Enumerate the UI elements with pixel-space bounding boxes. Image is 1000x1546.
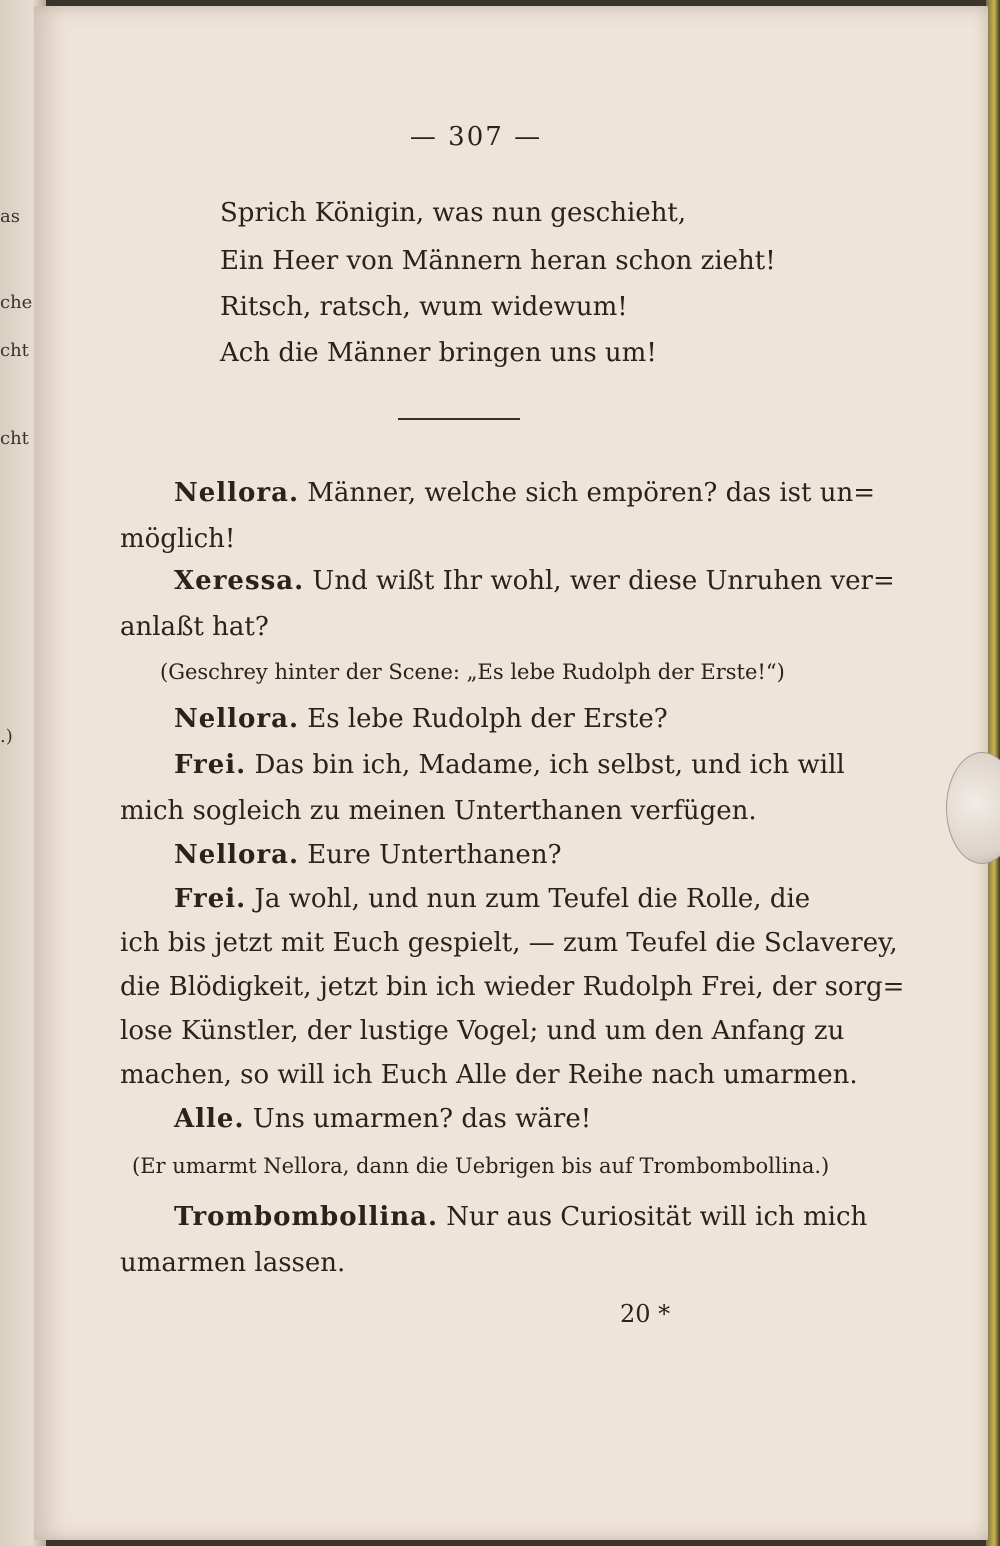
speaker-name: Nellora. <box>174 840 299 870</box>
dialogue-line <box>174 478 875 508</box>
prev-page-fragment: cht <box>0 428 29 449</box>
speaker-name: Nellora. <box>174 478 299 508</box>
dialogue-text: Eure Unterthanen? <box>307 840 562 870</box>
prev-page-fragment: .) <box>0 726 13 747</box>
dialogue-continuation: ich bis jetzt mit Euch gespielt, — zum Teufel die Sclaverey, <box>120 928 898 958</box>
dialogue-continuation: umarmen lassen. <box>120 1248 346 1278</box>
dialogue-continuation: mich sogleich zu meinen Unterthanen verfügen. <box>120 796 757 826</box>
speaker-name: Frei. <box>174 750 247 780</box>
dialogue-line <box>174 566 895 596</box>
speaker-name: Alle. <box>174 1104 245 1134</box>
dialogue-text: Nur aus Curiosität will ich mich <box>446 1202 868 1232</box>
dialogue-text: Und wißt Ihr wohl, wer diese Unruhen ver= <box>312 566 895 596</box>
dialogue-line <box>174 884 810 914</box>
dialogue-text: Ja wohl, und nun zum Teufel die Rolle, die <box>254 884 811 914</box>
dialogue-continuation: anlaßt hat? <box>120 612 269 642</box>
dialogue-continuation: lose Künstler, der lustige Vogel; und um den Anfang zu <box>120 1016 845 1046</box>
verse-line: Sprich Königin, was nun geschieht, <box>220 198 687 228</box>
prev-page-fragment: cht <box>0 340 29 361</box>
dialogue-line <box>174 1104 591 1134</box>
verse-line: Ritsch, ratsch, wum widewum! <box>220 292 628 322</box>
dialogue-continuation: die Blödigkeit, jetzt bin ich wieder Rudolph Frei, der sorg= <box>120 972 905 1002</box>
signature-mark: 20 * <box>620 1300 671 1328</box>
dialogue-line <box>174 704 668 734</box>
dialogue-text: Es lebe Rudolph der Erste? <box>307 704 668 734</box>
speaker-name: Frei. <box>174 884 247 914</box>
dialogue-text: Das bin ich, Madame, ich selbst, und ich will <box>254 750 845 780</box>
prev-page-fragment: as <box>0 206 20 227</box>
verse-line: Ach die Männer bringen uns um! <box>220 338 657 368</box>
dialogue-line <box>174 840 562 870</box>
prev-page-fragment: che <box>0 292 33 313</box>
speaker-name: Trombombollina. <box>174 1202 438 1232</box>
dialogue-text: Uns umarmen? das wäre! <box>252 1104 592 1134</box>
dialogue-line <box>174 1202 867 1232</box>
dialogue-continuation: machen, so will ich Euch Alle der Reihe nach umarmen. <box>120 1060 858 1090</box>
dialogue-text: Männer, welche sich empören? das ist un= <box>307 478 876 508</box>
speaker-name: Nellora. <box>174 704 299 734</box>
section-divider <box>398 418 520 420</box>
dialogue-continuation: möglich! <box>120 524 236 554</box>
stage-direction: (Geschrey hinter der Scene: „Es lebe Rudolph der Erste!“) <box>160 660 785 684</box>
speaker-name: Xeressa. <box>174 566 305 596</box>
verse-line: Ein Heer von Männern heran schon zieht! <box>220 246 776 276</box>
dialogue-line <box>174 750 845 780</box>
page-number: — 307 — <box>409 122 543 152</box>
stage-direction: (Er umarmt Nellora, dann die Uebrigen bis auf Trombombollina.) <box>132 1154 830 1178</box>
